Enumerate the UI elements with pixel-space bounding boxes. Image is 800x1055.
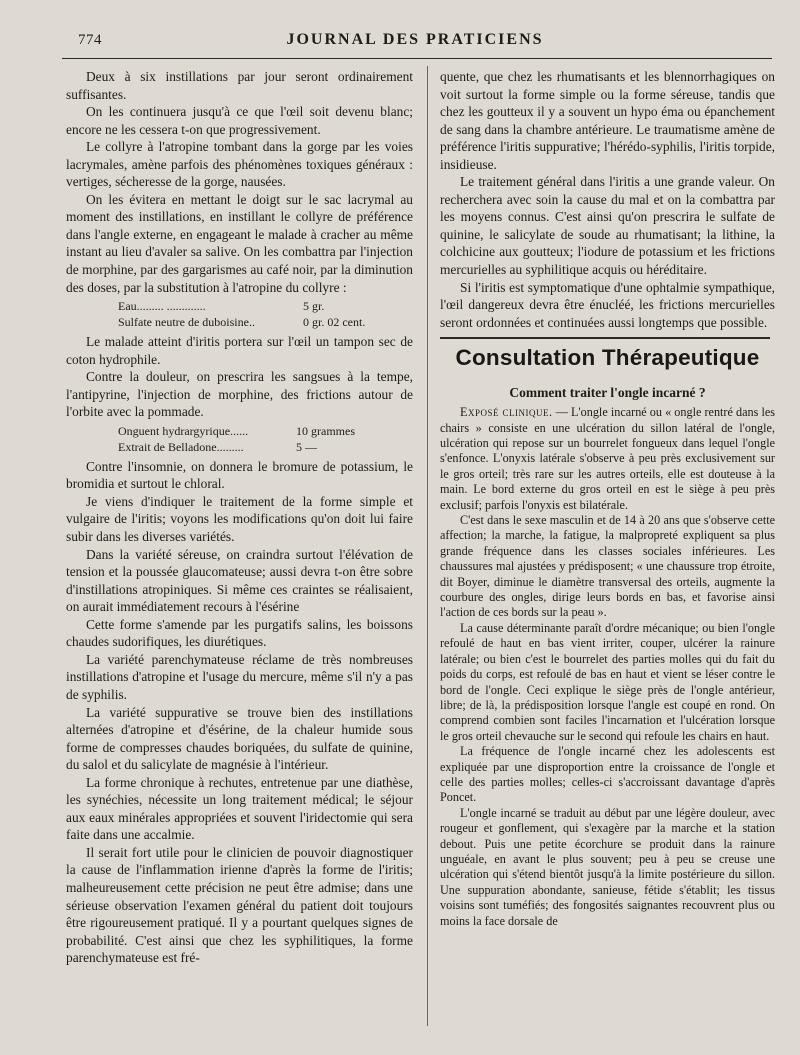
prescription-formula bbox=[66, 423, 413, 455]
section-lead: Exposé clinique. bbox=[460, 405, 553, 420]
ingredient-name: Onguent hydrargyrique...... bbox=[118, 423, 249, 438]
paragraph: On les continuera jusqu'à ce que l'œil soit devenu blanc; encore ne les cessera t-on que progressivement. bbox=[66, 104, 413, 137]
paragraph bbox=[440, 405, 775, 513]
page-header bbox=[60, 28, 770, 52]
ingredient-dose: 10 grammes bbox=[296, 423, 355, 438]
paragraph: Le collyre à l'atropine tombant dans la gorge par les voies lacrymales, amène parfois des phénomènes toxiques généraux : vertiges, sécheresse de la gorge, nausées. bbox=[66, 139, 413, 190]
formula-row bbox=[118, 423, 413, 439]
paragraph: Cette forme s'amende par les purgatifs salins, les boissons chaudes sudorifiques, les diurétiques. bbox=[66, 616, 413, 650]
formula-row bbox=[118, 439, 413, 455]
prescription-formula bbox=[66, 298, 413, 330]
paragraph: Deux à six instillations par jour seront ordinairement suffisantes. bbox=[66, 69, 413, 102]
paragraph: Je viens d'indiquer le traitement de la forme simple et vulgaire de l'iritis; voyons les modifications qu'on doit lui faire subir dans les diverses variétés. bbox=[66, 493, 413, 545]
header-rule bbox=[62, 58, 772, 59]
paragraph: Il serait fort utile pour le clinicien de pouvoir diagnostiquer la cause de l'inflammation irienne d'après la forme de l'iritis; malheureusement cette précision ne peut être admise; dans une sérieuse observation l'examen général du patient doit toujours être rigoureusement pratiqué. Il y a pourtant quelques signes de probabilité. C'est ainsi que chez les syphilitiques, la forme parenchymateuse est fré- bbox=[66, 844, 413, 966]
page-number: 774 bbox=[78, 32, 102, 48]
ingredient-dose: 0 gr. 02 cent. bbox=[303, 315, 366, 330]
paragraph: Le traitement général dans l'iritis a une grande valeur. On recherchera avec soin la cause du mal et on la combattra par les moyens connus. C'est ainsi qu'on prescrira le sulfate de quinine, le salicylate de soude au rhumatisant; la lithine, la colchicine aux goutteux; l'iodure de potassium et les frictions mercurielles au syphilitique acquis ou héréditaire. bbox=[440, 174, 775, 278]
ingredient-name: Sulfate neutre de duboisine.. bbox=[118, 315, 255, 330]
paragraph: La cause déterminante paraît d'ordre mécanique; ou bien l'ongle refoulé de haut en bas vient irriter, couper, ulcérer la rainure latérale; ou bien c'est le bourrelet des parties molles qui du fait du poids du corps, est refoulé de bas en haut et vient se léser contre le bord de l'ongle. Ceci explique le siège près de l'ongle antérieur, libre; de là, la prédisposition lorsque l'angle est coupé en rond. On comprend combien sont faciles l'incarnation et l'ulcération lorsque le gros orteil chevauche sur le second qui refoule les chairs en haut. bbox=[440, 620, 775, 743]
paragraph: C'est dans le sexe masculin et de 14 à 20 ans que s'observe cette affection; la marche, la fatigue, la malpropreté expliquent sa plus grande fréquence dans les classes sociales inférieures. Les chaussures mal ajustées y prédisposent; « une chaussure trop étroite, dit Boyer, diminue le diamètre transversal des orteils, augmente la courbure des ongles, dirige leurs bords en bas, et favorise ainsi l'action de ces bords sur la peau ». bbox=[440, 513, 775, 620]
left-column bbox=[66, 68, 413, 967]
right-column bbox=[440, 68, 775, 929]
paragraph: Le malade atteint d'iritis portera sur l'œil un tampon sec de coton hydrophile. bbox=[66, 334, 413, 367]
column-divider bbox=[427, 66, 428, 1026]
paragraph: La fréquence de l'ongle incarné chez les adolescents est expliquée par une disproportion entre la croissance de l'ongle et celle des parties molles; celles-ci s'accroissant davantage d'après Poncet. bbox=[440, 744, 775, 805]
section-title: Consultation Thérapeutique bbox=[455, 345, 760, 371]
paragraph: La variété suppurative se trouve bien des instillations alternées d'atropine et d'ésérine, de la chaleur humide sous forme de compresses chaudes boriquées, du sulfate de quinine, du salol et du salicylate de magnésie à l'intérieur. bbox=[66, 704, 413, 773]
article-subtitle: Comment traiter l'ongle incarné ? bbox=[509, 385, 706, 401]
ingredient-name: Extrait de Belladone......... bbox=[118, 439, 244, 454]
paragraph: Dans la variété séreuse, on craindra surtout l'élévation de tension et la poussée glaucomateuse; aussi devra t-on être sobre d'instillations atropiniques. Si même ces craintes se réalisaient, on aurait immédiatement recours à l'ésérine bbox=[66, 546, 413, 615]
paragraph: L'ongle incarné se traduit au début par une légère douleur, avec rougeur et gonflement, qui s'exagère par la marche et la station debout. Puis une petite écorchure se produit dans la rainure unguéale, en avant le plus souvent; peu à peu se creuse une ulcération qui s'étend bientôt jusqu'à la limite postérieure du sillon. Une suppuration abondante, sanieuse, fétide s'établit; les tissus voisins sont tuméfiés; des fongosités saignantes recouvrent plus ou moins la face dorsale de bbox=[440, 805, 775, 928]
paragraph: La variété parenchymateuse réclame de très nombreuses instillations d'atropine et l'usage du mercure, même s'il n'y a pas de syphilis. bbox=[66, 651, 413, 702]
paragraph: Si l'iritis est symptomatique d'une ophtalmie sympathique, l'œil dangereux devra être énucléé, les frictions mercurielles seront ordonnées et continuées aussi longtemps que possible. bbox=[440, 279, 775, 330]
paragraph: Contre l'insomnie, on donnera le bromure de potassium, le bromidia et surtout le chloral. bbox=[66, 458, 413, 492]
section-rule bbox=[440, 337, 770, 339]
formula-row bbox=[118, 314, 413, 330]
paragraph: quente, que chez les rhumatisants et les blennorrhagiques on voit surtout la forme simple ou la forme séreuse, tandis que chez les goutteux il y a souvent un hypo éma ou épanchement de sang dans la chambre antérieure. Le traumatisme amène de préférence l'iritis suppurative; l'hérédo-syphilis, l'iritis torpide, insidieuse. bbox=[440, 69, 775, 172]
paragraph: On les évitera en mettant le doigt sur le sac lacrymal au moment des instillations, en instillant le collyre de préférence dans l'angle externe, en engageant le malade à cracher au même instant au lieu d'avaler sa salive. On les combattra par l'injection de morphine, par des gargarismes au café noir, par la diminution des doses, par la substitution à l'atropine du collyre : bbox=[66, 191, 413, 295]
ingredient-dose: 5 — bbox=[296, 439, 317, 454]
article-body bbox=[440, 405, 775, 929]
ingredient-name: Eau......... ............. bbox=[118, 299, 206, 314]
formula-row bbox=[118, 298, 413, 314]
paragraph: La forme chronique à rechutes, entretenue par une diathèse, les synéchies, nécessite un long traitement médical; le séjour aux eaux minérales appropriées et souvent l'iridectomie qui sera faite dans une accalmie. bbox=[66, 774, 413, 843]
right-upper-text bbox=[440, 68, 775, 331]
paragraph: Contre la douleur, on prescrira les sangsues à la tempe, l'antipyrine, l'injection de morphine, des frictions autour de l'orbite avec la pommade. bbox=[66, 369, 413, 420]
ingredient-dose: 5 gr. bbox=[303, 299, 325, 314]
journal-title: JOURNAL DES PRATICIENS bbox=[286, 31, 544, 48]
paragraph-text: — L'ongle incarné ou « ongle rentré dans les chairs » consiste en une ulcération du sillon latéral de l'ongle, ulcération qui repose sur un bourrelet fongueux dans lequel l'ongle s'enfonce. L'onyxis latérale s'observe à peu près exclusivement sur le gros orteil; très rare sur les autres orteils, elle est douteuse à la main. Le bord externe du gros orteil en est le siège à peu près exclusif; parfois l'onyxis est bilatérale. bbox=[440, 405, 775, 512]
